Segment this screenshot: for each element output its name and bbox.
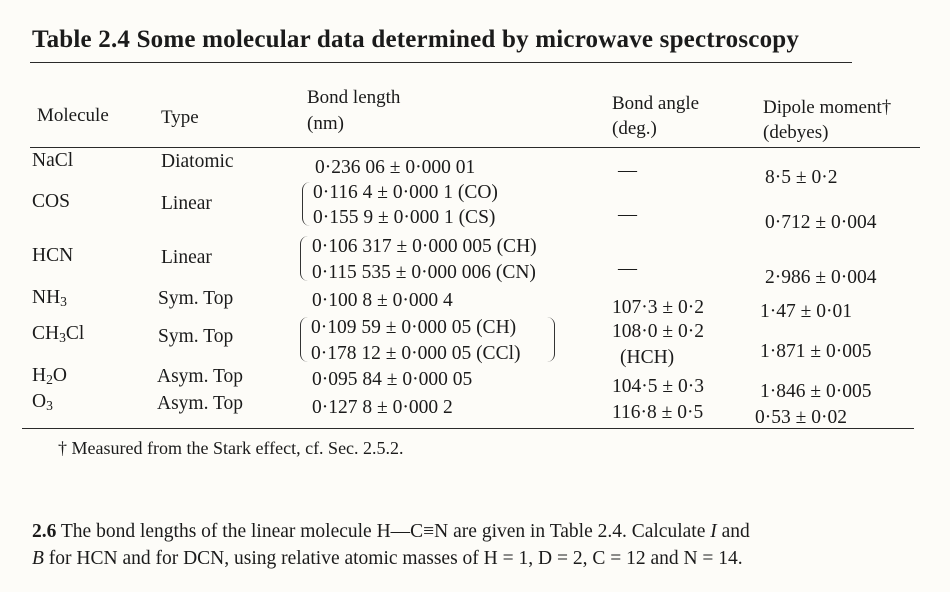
row-ch3cl-bond-2: 0·178 12 ± 0·000 05 (CCl) bbox=[311, 343, 521, 364]
header-bond-length-unit: (nm) bbox=[307, 113, 344, 134]
row-ch3cl-angle-note: (HCH) bbox=[620, 347, 675, 368]
row-nacl-angle: — bbox=[618, 160, 637, 181]
row-ch3cl-type: Sym. Top bbox=[158, 326, 234, 347]
row-h2o-angle: 104·5 ± 0·3 bbox=[612, 376, 704, 397]
top-rule bbox=[30, 62, 852, 63]
row-h2o-dipole: 1·846 ± 0·005 bbox=[760, 381, 872, 402]
bottom-rule bbox=[22, 428, 914, 429]
row-o3-angle: 116·8 ± 0·5 bbox=[612, 402, 704, 423]
row-nacl-molecule: NaCl bbox=[32, 150, 74, 171]
row-cos-bond-1: 0·116 4 ± 0·000 1 (CO) bbox=[313, 182, 498, 203]
row-nacl-bond: 0·236 06 ± 0·000 01 bbox=[315, 157, 476, 178]
row-hcn-bond-2: 0·115 535 ± 0·000 006 (CN) bbox=[312, 262, 536, 283]
row-h2o-molecule: $H_2O$ bbox=[32, 365, 68, 387]
row-ch3cl-dipole: 1·871 ± 0·005 bbox=[760, 341, 872, 362]
header-dipole: Dipole moment† bbox=[763, 97, 892, 118]
row-ch3cl-bond-1: 0·109 59 ± 0·000 05 (CH) bbox=[311, 317, 517, 338]
row-nh3-dipole: 1·47 ± 0·01 bbox=[760, 301, 852, 322]
row-h2o-bond: 0·095 84 ± 0·000 05 bbox=[312, 369, 473, 390]
problem-2-6: 2.6 The bond lengths of the linear molecule H—C≡N are given in Table 2.4. Calculate I and B for HCN and for DCN, using relative atomic masses of H = 1, D = 2, C = 12 and N = 14. bbox=[32, 521, 750, 569]
row-ch3cl-angle: 108·0 ± 0·2 bbox=[612, 321, 704, 342]
row-nh3-angle: 107·3 ± 0·2 bbox=[612, 297, 704, 318]
row-cos-bond-2: 0·155 9 ± 0·000 1 (CS) bbox=[313, 207, 496, 228]
row-hcn-dipole: 2·986 ± 0·004 bbox=[765, 267, 877, 288]
row-cos-dipole: 0·712 ± 0·004 bbox=[765, 212, 877, 233]
row-nh3-type: Sym. Top bbox=[158, 288, 234, 309]
row-hcn-bond-1: 0·106 317 ± 0·000 005 (CH) bbox=[312, 236, 537, 257]
variable-b: B bbox=[32, 548, 44, 569]
row-ch3cl-right-brace bbox=[547, 317, 555, 362]
row-nacl-dipole: 8·5 ± 0·2 bbox=[765, 167, 838, 188]
variable-i: I bbox=[710, 521, 717, 542]
row-ch3cl-molecule: $CH_3Cl$ bbox=[32, 323, 85, 345]
row-h2o-type: Asym. Top bbox=[157, 366, 244, 387]
row-o3-bond: 0·127 8 ± 0·000 2 bbox=[312, 397, 453, 418]
header-dipole-unit: (debyes) bbox=[763, 122, 829, 143]
header-bond-angle-unit: (deg.) bbox=[612, 118, 657, 139]
header-type: Type bbox=[161, 107, 199, 128]
row-hcn-angle: — bbox=[618, 258, 637, 279]
header-molecule: Molecule bbox=[37, 105, 109, 126]
row-nacl-type: Diatomic bbox=[161, 151, 234, 172]
row-cos-molecule: COS bbox=[32, 191, 70, 212]
row-cos-type: Linear bbox=[161, 193, 212, 214]
table-title: Table 2.4 Some molecular data determined by microwave spectroscopy bbox=[32, 26, 800, 53]
row-o3-type: Asym. Top bbox=[157, 393, 244, 414]
row-cos-angle: — bbox=[618, 204, 637, 225]
row-nh3-bond: 0·100 8 ± 0·000 4 bbox=[312, 290, 453, 311]
footnote: † Measured from the Stark effect, cf. Sec. 2.5.2. bbox=[58, 438, 404, 458]
header-rule bbox=[30, 147, 920, 148]
row-ch3cl-left-brace bbox=[300, 317, 308, 362]
row-hcn-brace bbox=[300, 236, 308, 281]
problem-number: 2.6 bbox=[32, 521, 57, 542]
header-bond-angle: Bond angle bbox=[612, 93, 700, 114]
row-nh3-molecule: $NH_3$ bbox=[32, 287, 67, 309]
header-bond-length: Bond length bbox=[307, 87, 401, 108]
row-hcn-molecule: HCN bbox=[32, 245, 74, 266]
row-cos-brace bbox=[302, 182, 310, 226]
row-hcn-type: Linear bbox=[161, 247, 212, 268]
row-o3-dipole: 0·53 ± 0·02 bbox=[755, 407, 847, 428]
row-o3-molecule: $O_3$ bbox=[32, 391, 53, 413]
